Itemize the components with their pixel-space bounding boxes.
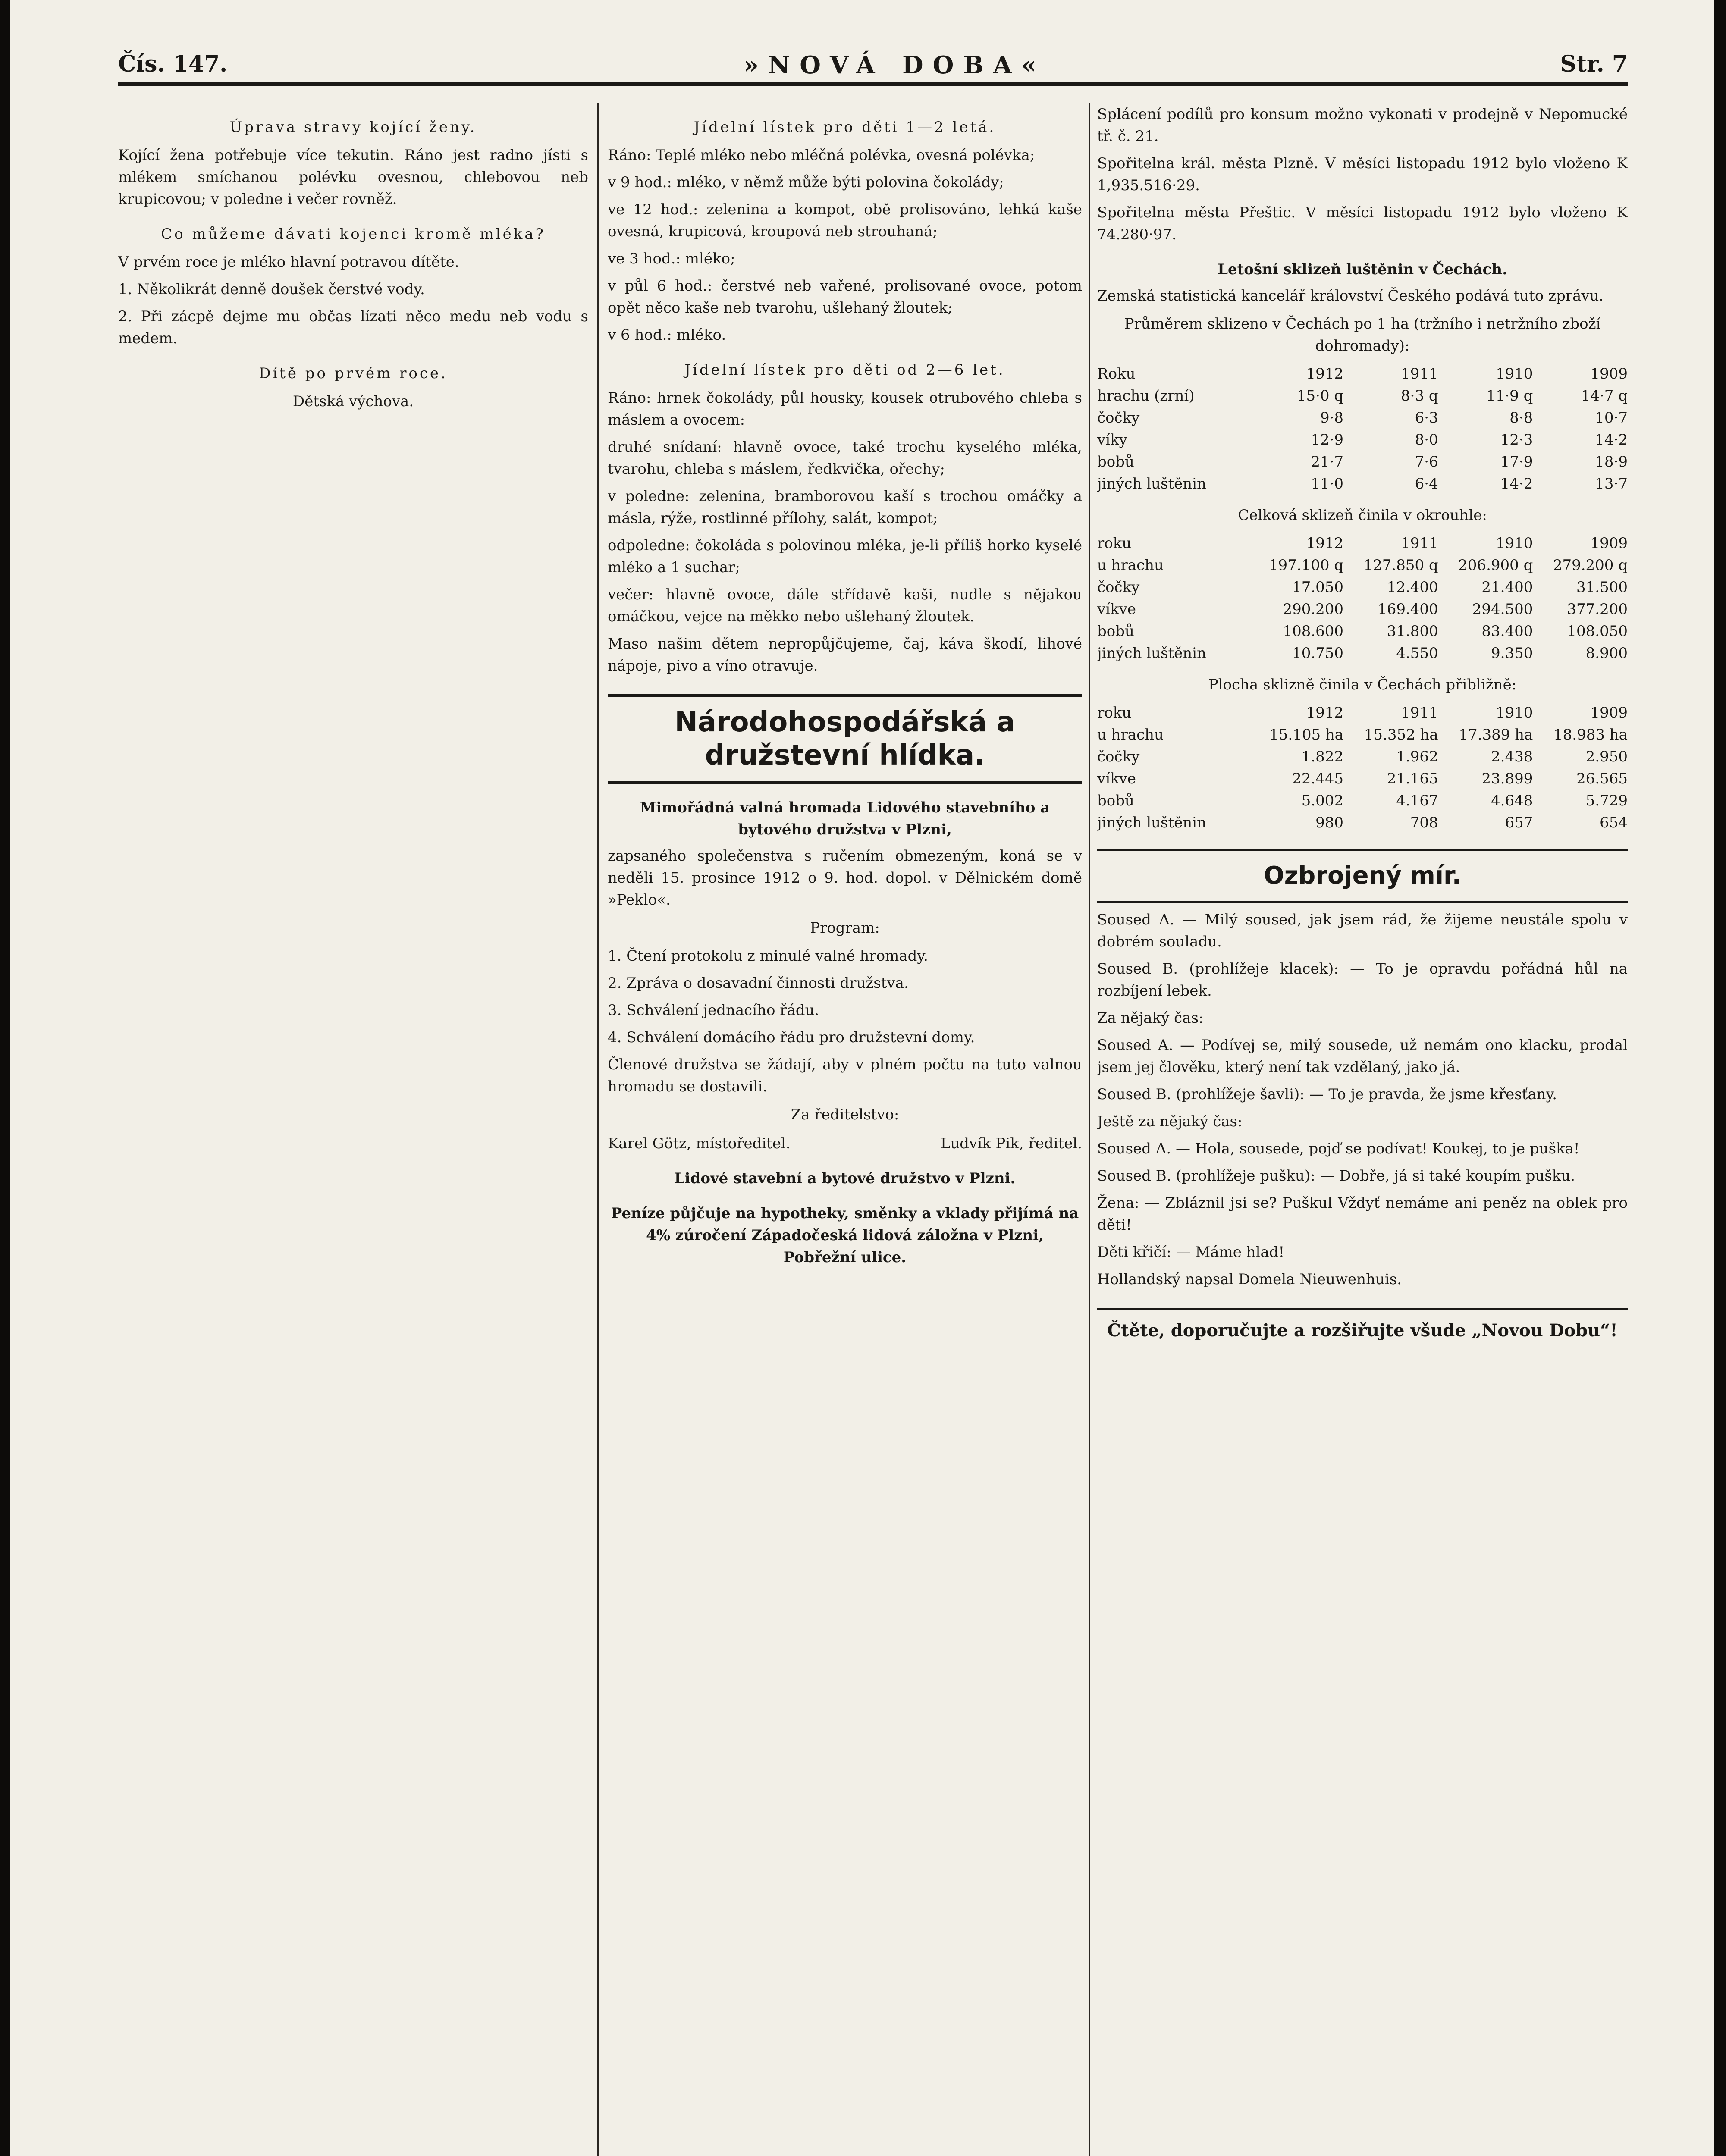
dialogue-line: Soused B. (prohlížeje šavli): — To je pravda, že jsme křesťany. [1097, 1086, 1557, 1103]
area-table [1097, 702, 1628, 834]
table-cell: 8·3 q [1401, 387, 1438, 404]
table-cell: 14·2 [1500, 475, 1533, 492]
table-cell: 4.648 [1491, 792, 1533, 809]
signature-right: Ludvík Pik, ředitel. [940, 1134, 1082, 1152]
section-heading: Dítě po prvém roce. [259, 365, 448, 382]
table-cell: roku [1097, 704, 1132, 721]
table-cell: u hrachu [1097, 557, 1164, 574]
table-cell: 654 [1600, 814, 1628, 831]
table-cell: u hrachu [1097, 726, 1164, 743]
menu-line: v 9 hod.: mléko, v němž může býti polovina čokolády; [608, 174, 1004, 191]
table-cell: 10.750 [1292, 645, 1344, 662]
table-cell: 4.167 [1396, 792, 1438, 809]
program-item: 1. Čtení protokolu z minulé valné hromady. [608, 947, 928, 965]
table-cell: 14·2 [1595, 431, 1628, 448]
table-caption: Plocha sklizně činila v Čechách přibližně: [1208, 676, 1517, 693]
dialogue-line: Ještě za nějaký čas: [1097, 1113, 1243, 1130]
menu-line: v 6 hod.: mléko. [608, 326, 726, 344]
table-cell: bobů [1097, 453, 1134, 470]
paragraph: Členové družstva se žádají, aby v plném počtu na tuto valnou hromadu se dostavili. [608, 1056, 1082, 1095]
section-heading: Co můžeme dávati kojenci kromě mléka? [161, 226, 546, 243]
table-cell: 11·9 q [1486, 387, 1533, 404]
table-row [1097, 451, 1628, 473]
menu-heading: Jídelní lístek pro děti 1—2 letá. [694, 119, 996, 136]
paragraph: Spořitelna král. města Plzně. V měsíci listopadu 1912 bylo vloženo K 1,935.516·29. [1097, 155, 1628, 194]
table-cell: 31.800 [1387, 623, 1438, 640]
table-cell: 18·9 [1595, 453, 1628, 470]
table-cell: jiných luštěnin [1097, 475, 1206, 492]
column-3 [1097, 103, 1628, 2156]
table-cell: víkve [1097, 601, 1136, 618]
table-cell: 1909 [1590, 704, 1628, 721]
table-cell: 15·0 q [1296, 387, 1344, 404]
page-header [118, 51, 1628, 85]
table-row [1097, 812, 1628, 834]
dialogue [1097, 909, 1628, 1291]
table-cell: 290.200 [1283, 601, 1344, 618]
table-row [1097, 577, 1628, 599]
column-2 [608, 103, 1082, 2156]
table-cell: Roku [1097, 365, 1136, 382]
table-cell: 14·7 q [1581, 387, 1628, 404]
table-cell: 17.389 ha [1459, 726, 1533, 743]
table-cell: 1.822 [1301, 748, 1344, 765]
table-cell: 31.500 [1576, 579, 1628, 596]
dialogue-line: Žena: — Zbláznil jsi se? Puškul Vždyť nemáme ani peněz na oblek pro děti! [1097, 1194, 1628, 1234]
table-cell: 15.105 ha [1269, 726, 1344, 743]
dialogue-line: Soused B. (prohlížeje klacek): — To je opravdu pořádná hůl na rozbíjení lebek. [1097, 960, 1628, 1000]
table-cell: 21·7 [1311, 453, 1344, 470]
table-cell: 8·0 [1415, 431, 1438, 448]
paragraph: Zemská statistická kancelář království Českého podává tuto zprávu. [1097, 287, 1604, 304]
menu-line: večer: hlavně ovoce, dále střídavě kaši, nudle s nějakou omáčkou, vejce na měkko nebo ušlehaný žloutek. [608, 586, 1082, 625]
dialogue-line: Za nějaký čas: [1097, 1009, 1204, 1027]
table-cell: 1911 [1401, 365, 1438, 382]
table-cell: 2.438 [1491, 748, 1533, 765]
table-cell: 1910 [1495, 365, 1533, 382]
dialogue-line: Soused A. — Hola, sousede, pojď se podívat! Koukej, to je puška! [1097, 1140, 1580, 1157]
table-row [1097, 599, 1628, 620]
menu-heading: Jídelní lístek pro děti od 2—6 let. [684, 361, 1005, 379]
menu-line: ve 3 hod.: mléko; [608, 250, 735, 267]
page-number: Str. 7 [1560, 51, 1628, 77]
table-row [1097, 620, 1628, 642]
table-cell: 197.100 q [1268, 557, 1344, 574]
table-cell: 708 [1410, 814, 1438, 831]
table-cell: 6·3 [1415, 409, 1438, 426]
table-row [1097, 746, 1628, 768]
table-cell: 4.550 [1396, 645, 1438, 662]
table-cell: víky [1097, 431, 1127, 448]
column-divider [1089, 103, 1090, 2156]
table-cell: 9.350 [1491, 645, 1533, 662]
table-cell: 1911 [1401, 704, 1438, 721]
table-cell: 6·4 [1415, 475, 1438, 492]
table-cell: 1910 [1495, 535, 1533, 552]
signatures [608, 1133, 1082, 1155]
table-cell: 83.400 [1481, 623, 1533, 640]
dialogue-line: Hollandský napsal Domela Nieuwenhuis. [1097, 1271, 1402, 1288]
table-cell: 657 [1505, 814, 1533, 831]
section-heading: Úprava stravy kojící ženy. [229, 119, 477, 136]
table-cell: 17.050 [1292, 579, 1344, 596]
table-cell: bobů [1097, 792, 1134, 809]
table-cell: 9·8 [1320, 409, 1344, 426]
table-cell: 17·9 [1500, 453, 1533, 470]
program-item: 3. Schválení jednacího řádu. [608, 1001, 819, 1019]
dialogue-line: Soused A. — Milý soused, jak jsem rád, že žijeme neustále spolu v dobrém souladu. [1097, 911, 1628, 950]
program-label: Program: [810, 919, 880, 937]
table-cell: 1912 [1306, 365, 1344, 382]
table-cell: 26.565 [1576, 770, 1628, 787]
table-cell: 127.850 q [1363, 557, 1438, 574]
table-cell: 2.950 [1585, 748, 1628, 765]
signature-left: Karel Götz, místoředitel. [608, 1134, 791, 1152]
menu-line: v půl 6 hod.: čerstvé neb vařené, prolisované ovoce, potom opět něco kaše neb tvarohu, ušlehaný žloutek; [608, 277, 1082, 317]
table-cell: 12·9 [1311, 431, 1344, 448]
menu-line: Ráno: hrnek čokolády, půl housky, kousek otrubového chleba s máslem a ovocem: [608, 389, 1082, 429]
table-header-row [1097, 533, 1628, 555]
harvest-table [1097, 533, 1628, 664]
table-row [1097, 790, 1628, 812]
table-cell: 13·7 [1595, 475, 1628, 492]
article-title: Lidové stavební a bytové družstvo v Plzni. [674, 1169, 1016, 1187]
table-row [1097, 642, 1628, 664]
table-cell: 11·0 [1311, 475, 1344, 492]
table-cell: 21.400 [1481, 579, 1533, 596]
table-cell: 108.600 [1283, 623, 1344, 640]
table-cell: 8.900 [1585, 645, 1628, 662]
promo-note: Čtěte, doporučujte a rozšiřujte všude „Novou Dobu“! [1097, 1308, 1628, 1344]
yield-table [1097, 363, 1628, 495]
table-cell: 279.200 q [1553, 557, 1628, 574]
menu-line: v poledne: zelenina, bramborovou kaší s trochou omáčky a másla, rýže, rostlinné přílohy, salát, kompot; [608, 488, 1082, 527]
paragraph: Maso našim dětem nepropůjčujeme, čaj, káva škodí, lihové nápoje, pivo a víno otravuje. [608, 635, 1082, 674]
table-row [1097, 407, 1628, 429]
table-cell: jiných luštěnin [1097, 645, 1206, 662]
table-cell: 12.400 [1387, 579, 1438, 596]
table-cell: 7·6 [1415, 453, 1438, 470]
dialogue-line: Děti křičí: — Máme hlad! [1097, 1244, 1285, 1261]
dialogue-line: Soused A. — Podívej se, milý sousede, už nemám ono klacku, prodal jsem jej člověku, který není tak vzdělaný, jako já. [1097, 1037, 1628, 1076]
table-cell: 980 [1315, 814, 1344, 831]
table-cell: čočky [1097, 579, 1140, 596]
newspaper-title: »NOVÁ DOBA« [744, 51, 1046, 79]
section-title: Národohospodářská a družstevní hlídka. [675, 706, 1015, 771]
table-cell: bobů [1097, 623, 1134, 640]
table-cell: 1.962 [1396, 748, 1438, 765]
section-banner [1097, 849, 1628, 903]
table-cell: 1912 [1306, 535, 1344, 552]
table-caption: Průměrem sklizeno v Čechách po 1 ha (tržního i netržního zboží dohromady): [1124, 315, 1601, 354]
table-cell: 1912 [1306, 704, 1344, 721]
table-row [1097, 385, 1628, 407]
section-banner [608, 694, 1082, 784]
paragraph: V prvém roce je mléko hlavní potravou dítěte. [118, 254, 459, 271]
header-rule [118, 82, 1628, 86]
table-cell: roku [1097, 535, 1132, 552]
table-caption: Celková sklizeň činila v okrouhle: [1238, 507, 1487, 524]
table-row [1097, 768, 1628, 790]
program-item: 2. Zpráva o dosavadní činnosti družstva. [608, 974, 909, 992]
table-cell: 294.500 [1472, 601, 1533, 618]
table-cell: 8·8 [1509, 409, 1533, 426]
menu-line: druhé snídaní: hlavně ovoce, také trochu kyselého mléka, tvarohu, chleba s máslem, ředkvička, ořechy; [608, 439, 1082, 478]
paragraph: Spořitelna města Přeštic. V měsíci listopadu 1912 bylo vloženo K 74.280·97. [1097, 204, 1628, 243]
table-cell: 18.983 ha [1553, 726, 1628, 743]
table-cell: 1911 [1401, 535, 1438, 552]
table-cell: 22.445 [1292, 770, 1344, 787]
table-row [1097, 473, 1628, 495]
table-cell: 169.400 [1378, 601, 1438, 618]
table-cell: 21.165 [1387, 770, 1438, 787]
table-cell: čočky [1097, 748, 1140, 765]
table-cell: jiných luštěnin [1097, 814, 1206, 831]
table-cell: 15.352 ha [1364, 726, 1438, 743]
table-cell: 1910 [1495, 704, 1533, 721]
table-cell: 5.729 [1585, 792, 1628, 809]
list-item: 1. Několikrát denně doušek čerstvé vody. [118, 281, 425, 298]
dialogue-line: Soused B. (prohlížeje pušku): — Dobře, já si také koupím pušku. [1097, 1167, 1575, 1185]
table-row [1097, 555, 1628, 577]
table-cell: 1909 [1590, 535, 1628, 552]
issue-number: Čís. 147. [118, 51, 228, 77]
table-cell: 5.002 [1301, 792, 1344, 809]
subsection-heading: Dětská výchova. [292, 393, 414, 410]
paragraph: Kojící žena potřebuje více tekutin. Ráno jest radno jísti s mlékem smíchanou polévku ovesnou, chlebovou neb krupicovou; v poledne i večer rovněž. [118, 147, 588, 208]
table-cell: 10·7 [1595, 409, 1628, 426]
table-cell: 108.050 [1567, 623, 1628, 640]
table-header-row [1097, 363, 1628, 385]
table-cell: 1909 [1590, 365, 1628, 382]
list-item: 2. Při zácpě dejme mu občas lízati něco medu neb vodu s medem. [118, 308, 588, 347]
article-title: Peníze půjčuje na hypotheky, směnky a vklady přijímá na 4% zúročení Západočeská lidová záložna v Plzni, Pobřežní ulice. [611, 1204, 1079, 1266]
program-item: 4. Schválení domácího řádu pro družstevní domy. [608, 1028, 975, 1046]
table-header-row [1097, 702, 1628, 724]
section-title: Ozbrojený mír. [1264, 862, 1461, 890]
table-cell: 206.900 q [1458, 557, 1533, 574]
menu-line: odpoledne: čokoláda s polovinou mléka, je-li příliš horko kyselé mléko a 1 suchar; [608, 537, 1082, 576]
menu-line: ve 12 hod.: zelenina a kompot, obě prolisováno, lehká kaše ovesná, krupicová, kroupová neb strouhaná; [608, 201, 1082, 240]
table-cell: 377.200 [1567, 601, 1628, 618]
paragraph: zapsaného společenstva s ručením obmezeným, koná se v neděli 15. prosince 1912 o 9. hod. dopol. v Dělnickém domě »Peklo«. [608, 847, 1082, 909]
table-cell: hrachu (zrní) [1097, 387, 1195, 404]
signature-label: Za ředitelstvo: [791, 1106, 899, 1123]
newspaper-page [10, 0, 1714, 2156]
paragraph: Splácení podílů pro konsum možno vykonati v prodejně v Nepomucké tř. č. 21. [1097, 106, 1628, 145]
article-title: Mimořádná valná hromada Lidového stavebního a bytového družstva v Plzni, [640, 799, 1050, 838]
menu-line: Ráno: Teplé mléko nebo mléčná polévka, ovesná polévka; [608, 147, 1035, 164]
table-row [1097, 724, 1628, 746]
table-cell: 12·3 [1500, 431, 1533, 448]
column-1 [118, 103, 588, 2156]
table-cell: víkve [1097, 770, 1136, 787]
table-row [1097, 429, 1628, 451]
column-divider [597, 103, 599, 2156]
table-cell: čočky [1097, 409, 1140, 426]
article-title: Letošní sklizeň luštěnin v Čechách. [1218, 261, 1507, 278]
table-cell: 23.899 [1481, 770, 1533, 787]
